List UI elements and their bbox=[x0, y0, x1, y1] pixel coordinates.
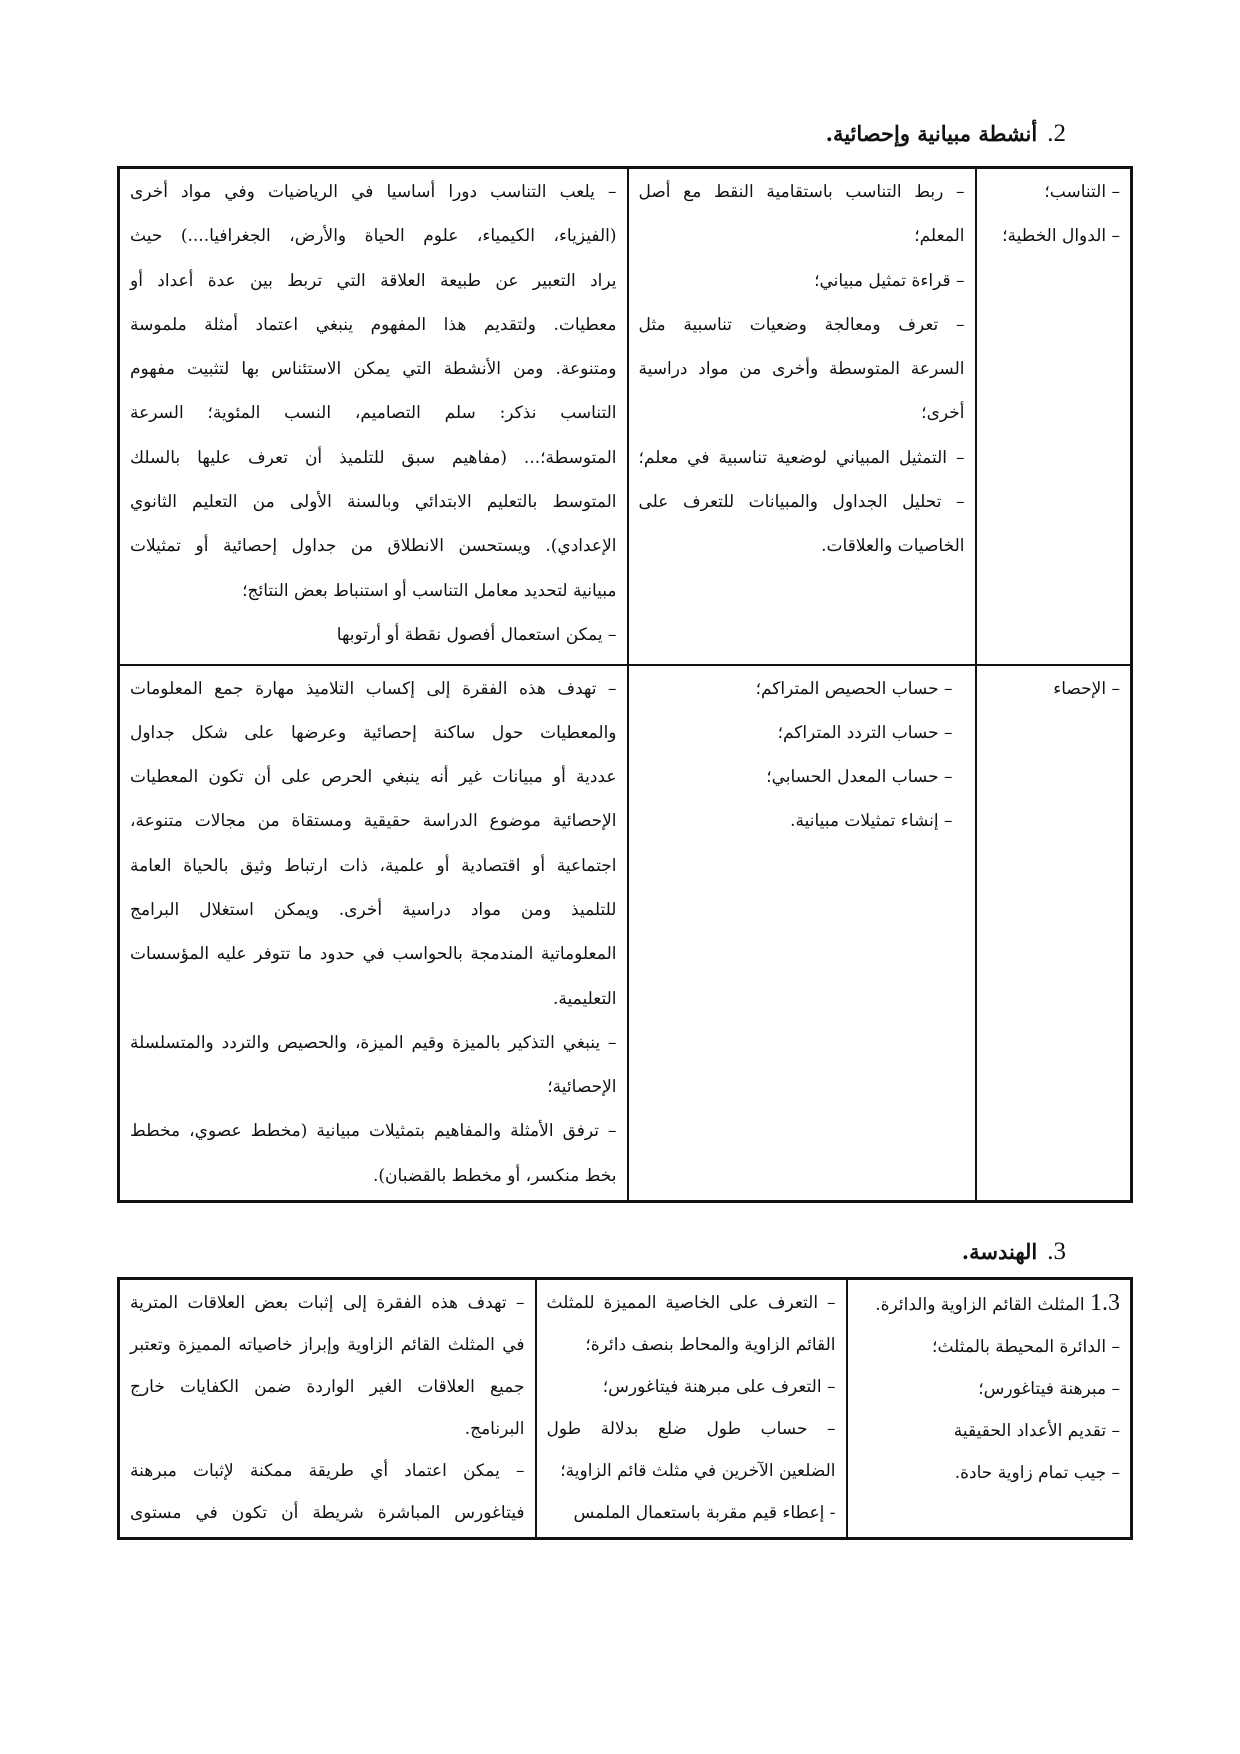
note-line: – يمكن اعتماد أي طريقة ممكنة لإثبات مبرهنة bbox=[130, 1460, 525, 1481]
note-line: للتلميذ ومن مواد دراسية أخرى. ويمكن استغلال البرامج bbox=[130, 899, 617, 920]
skill-line: أخرى؛ bbox=[921, 403, 965, 424]
note-line: مبيانية لتحديد معامل التناسب أو استنباط بعض النتائج؛ bbox=[242, 580, 617, 601]
topics-cell bbox=[976, 665, 1132, 1202]
skill-line: المعلم؛ bbox=[914, 226, 965, 247]
topic-line: – التناسب؛ bbox=[1044, 182, 1120, 202]
note-line: اجتماعية أو اقتصادية أو علمية، ذات ارتباط وثيق بالحياة العامة bbox=[130, 855, 617, 876]
table-row bbox=[119, 665, 1132, 1202]
note-line: الإعدادي). ويستحسن الانطلاق من جداول إحصائية أو تمثيلات bbox=[130, 536, 617, 557]
skill-line: - إعطاء قيم مقربة باستعمال الملمس bbox=[573, 1502, 836, 1523]
note-line: يراد التعبير عن طبيعة العلاقة التي تربط بين عدة أعداد أو bbox=[130, 270, 617, 291]
skill-line: – التمثيل المبياني لوضعية تناسبية في معلم؛ bbox=[638, 447, 965, 468]
topic-number: 1.3 bbox=[1090, 1290, 1120, 1316]
section-2-title: أنشطة مبيانية وإحصائية. bbox=[825, 121, 1038, 146]
note-line: التعليمية. bbox=[553, 988, 617, 1009]
skills-cell bbox=[536, 1279, 847, 1539]
note-line: المعلوماتية المندمجة بالحواسب في حدود ما تتوفر عليه المؤسسات bbox=[130, 944, 617, 965]
skill-line: – التعرف على الخاصية المميزة للمثلث bbox=[546, 1293, 836, 1313]
topic-line: – مبرهنة فيتاغورس؛ bbox=[978, 1378, 1120, 1399]
skill-line: الضلعين الآخرين في مثلث قائم الزاوية؛ bbox=[560, 1460, 836, 1481]
note-line: معطيات. ولتقديم هذا المفهوم ينبغي اعتماد أمثلة ملموسة bbox=[130, 314, 617, 335]
note-line: جميع العلاقات الغير الواردة ضمن الكفايات خارج bbox=[130, 1376, 525, 1397]
topic-title: المثلث القائم الزاوية والدائرة. bbox=[875, 1295, 1085, 1315]
note-line: – ينبغي التذكير بالميزة وقيم الميزة، والحصيص والتردد والمتسلسلة bbox=[130, 1032, 617, 1053]
notes-cell bbox=[119, 1279, 536, 1539]
skill-line: – تعرف ومعالجة وضعيات تناسبية مثل bbox=[638, 314, 965, 335]
skill-line: – حساب الحصيص المتراكم؛ bbox=[755, 678, 953, 699]
skill-line: – حساب المعدل الحسابي؛ bbox=[766, 767, 953, 788]
note-line: التناسب نذكر: سلم التصاميم، النسب المئوية؛ السرعة bbox=[130, 403, 617, 424]
note-line: – يمكن استعمال أفصول نقطة أو أرتوبها bbox=[336, 624, 617, 645]
skill-line: – إنشاء تمثيلات مبيانية. bbox=[790, 811, 953, 832]
note-line: (الفيزياء، الكيمياء، علوم الحياة والأرض، الجغرافيا....) حيث bbox=[130, 226, 617, 247]
section-2-heading bbox=[826, 120, 1066, 148]
note-line: – تهدف هذه الفقرة إلى إكساب التلاميذ مهارة جمع المعلومات bbox=[130, 678, 617, 699]
note-line: والمعطيات حول ساكنة إحصائية وعرضها على شكل جداول bbox=[130, 722, 617, 743]
note-line: عددية أو مبيانات غير أنه ينبغي الحرص على أن تكون المعطيات bbox=[130, 767, 617, 788]
topics-cell bbox=[976, 168, 1132, 665]
section-2-number: 2. bbox=[1047, 120, 1066, 147]
note-line: – تهدف هذه الفقرة إلى إثبات بعض العلاقات المترية bbox=[130, 1293, 525, 1313]
skill-line: الخاصيات والعلاقات. bbox=[821, 536, 965, 557]
skill-line: – التعرف على مبرهنة فيتاغورس؛ bbox=[602, 1376, 836, 1397]
skill-line: – ربط التناسب باستقامية النقط مع أصل bbox=[638, 182, 965, 202]
note-line: الإحصائية موضوع الدراسة حقيقية ومستقاة من مجالات متنوعة، bbox=[130, 811, 617, 832]
skill-line: – قراءة تمثيل مبياني؛ bbox=[814, 270, 965, 291]
note-line: المتوسطة؛... (مفاهيم سبق للتلميذ أن تعرف عليها بالسلك bbox=[130, 447, 617, 468]
note-line: – ترفق الأمثلة والمفاهيم بتمثيلات مبيانية (مخطط عصوي، مخطط bbox=[130, 1121, 617, 1142]
note-line: ومتنوعة. ومن الأنشطة التي يمكن الاستئناس بها لتثبيت مفهوم bbox=[130, 359, 617, 380]
topic-line: – الدائرة المحيطة بالمثلث؛ bbox=[932, 1336, 1120, 1357]
notes-cell bbox=[119, 665, 628, 1202]
note-line: في المثلث القائم الزاوية وإبراز خاصياته المميزة وتعتبر bbox=[130, 1334, 525, 1355]
note-line: الإحصائية؛ bbox=[547, 1077, 617, 1098]
skill-line: – تحليل الجداول والمبيانات للتعرف على bbox=[638, 492, 965, 513]
table-row bbox=[119, 168, 1132, 665]
skill-line: – حساب التردد المتراكم؛ bbox=[777, 722, 953, 743]
skill-line: – حساب طول ضلع بدلالة طول bbox=[546, 1418, 836, 1439]
section-3-number: 3. bbox=[1047, 1238, 1066, 1265]
topic-line: – جيب تمام زاوية حادة. bbox=[954, 1462, 1120, 1483]
section-3-title: الهندسة. bbox=[961, 1239, 1038, 1264]
skills-cell bbox=[628, 665, 976, 1202]
topic-heading-line bbox=[858, 1283, 1121, 1327]
note-line: البرنامج. bbox=[464, 1418, 525, 1439]
note-line: بخط منكسر، أو مخطط بالقضبان). bbox=[373, 1165, 617, 1186]
note-line: فيتاغورس المباشرة شريطة أن تكون في مستوى bbox=[130, 1502, 525, 1523]
note-line: – يلعب التناسب دورا أساسيا في الرياضيات وفي مواد أخرى bbox=[130, 182, 617, 202]
topic-line: – الدوال الخطية؛ bbox=[1002, 226, 1120, 247]
topic-line: – الإحصاء bbox=[1053, 678, 1120, 699]
skill-line: القائم الزاوية والمحاط بنصف دائرة؛ bbox=[585, 1334, 836, 1355]
table-row bbox=[119, 1279, 1132, 1539]
topics-cell bbox=[847, 1279, 1132, 1539]
section-3-heading bbox=[962, 1238, 1066, 1266]
note-line: المتوسط بالتعليم الابتدائي وبالسنة الأولى من التعليم الثانوي bbox=[130, 492, 617, 513]
notes-cell bbox=[119, 168, 628, 665]
section-2-table bbox=[117, 166, 1133, 1203]
skill-line: السرعة المتوسطة وأخرى من مواد دراسية bbox=[638, 359, 965, 380]
section-3-table bbox=[117, 1277, 1133, 1540]
skills-cell bbox=[628, 168, 976, 665]
topic-line: – تقديم الأعداد الحقيقية bbox=[953, 1420, 1120, 1441]
